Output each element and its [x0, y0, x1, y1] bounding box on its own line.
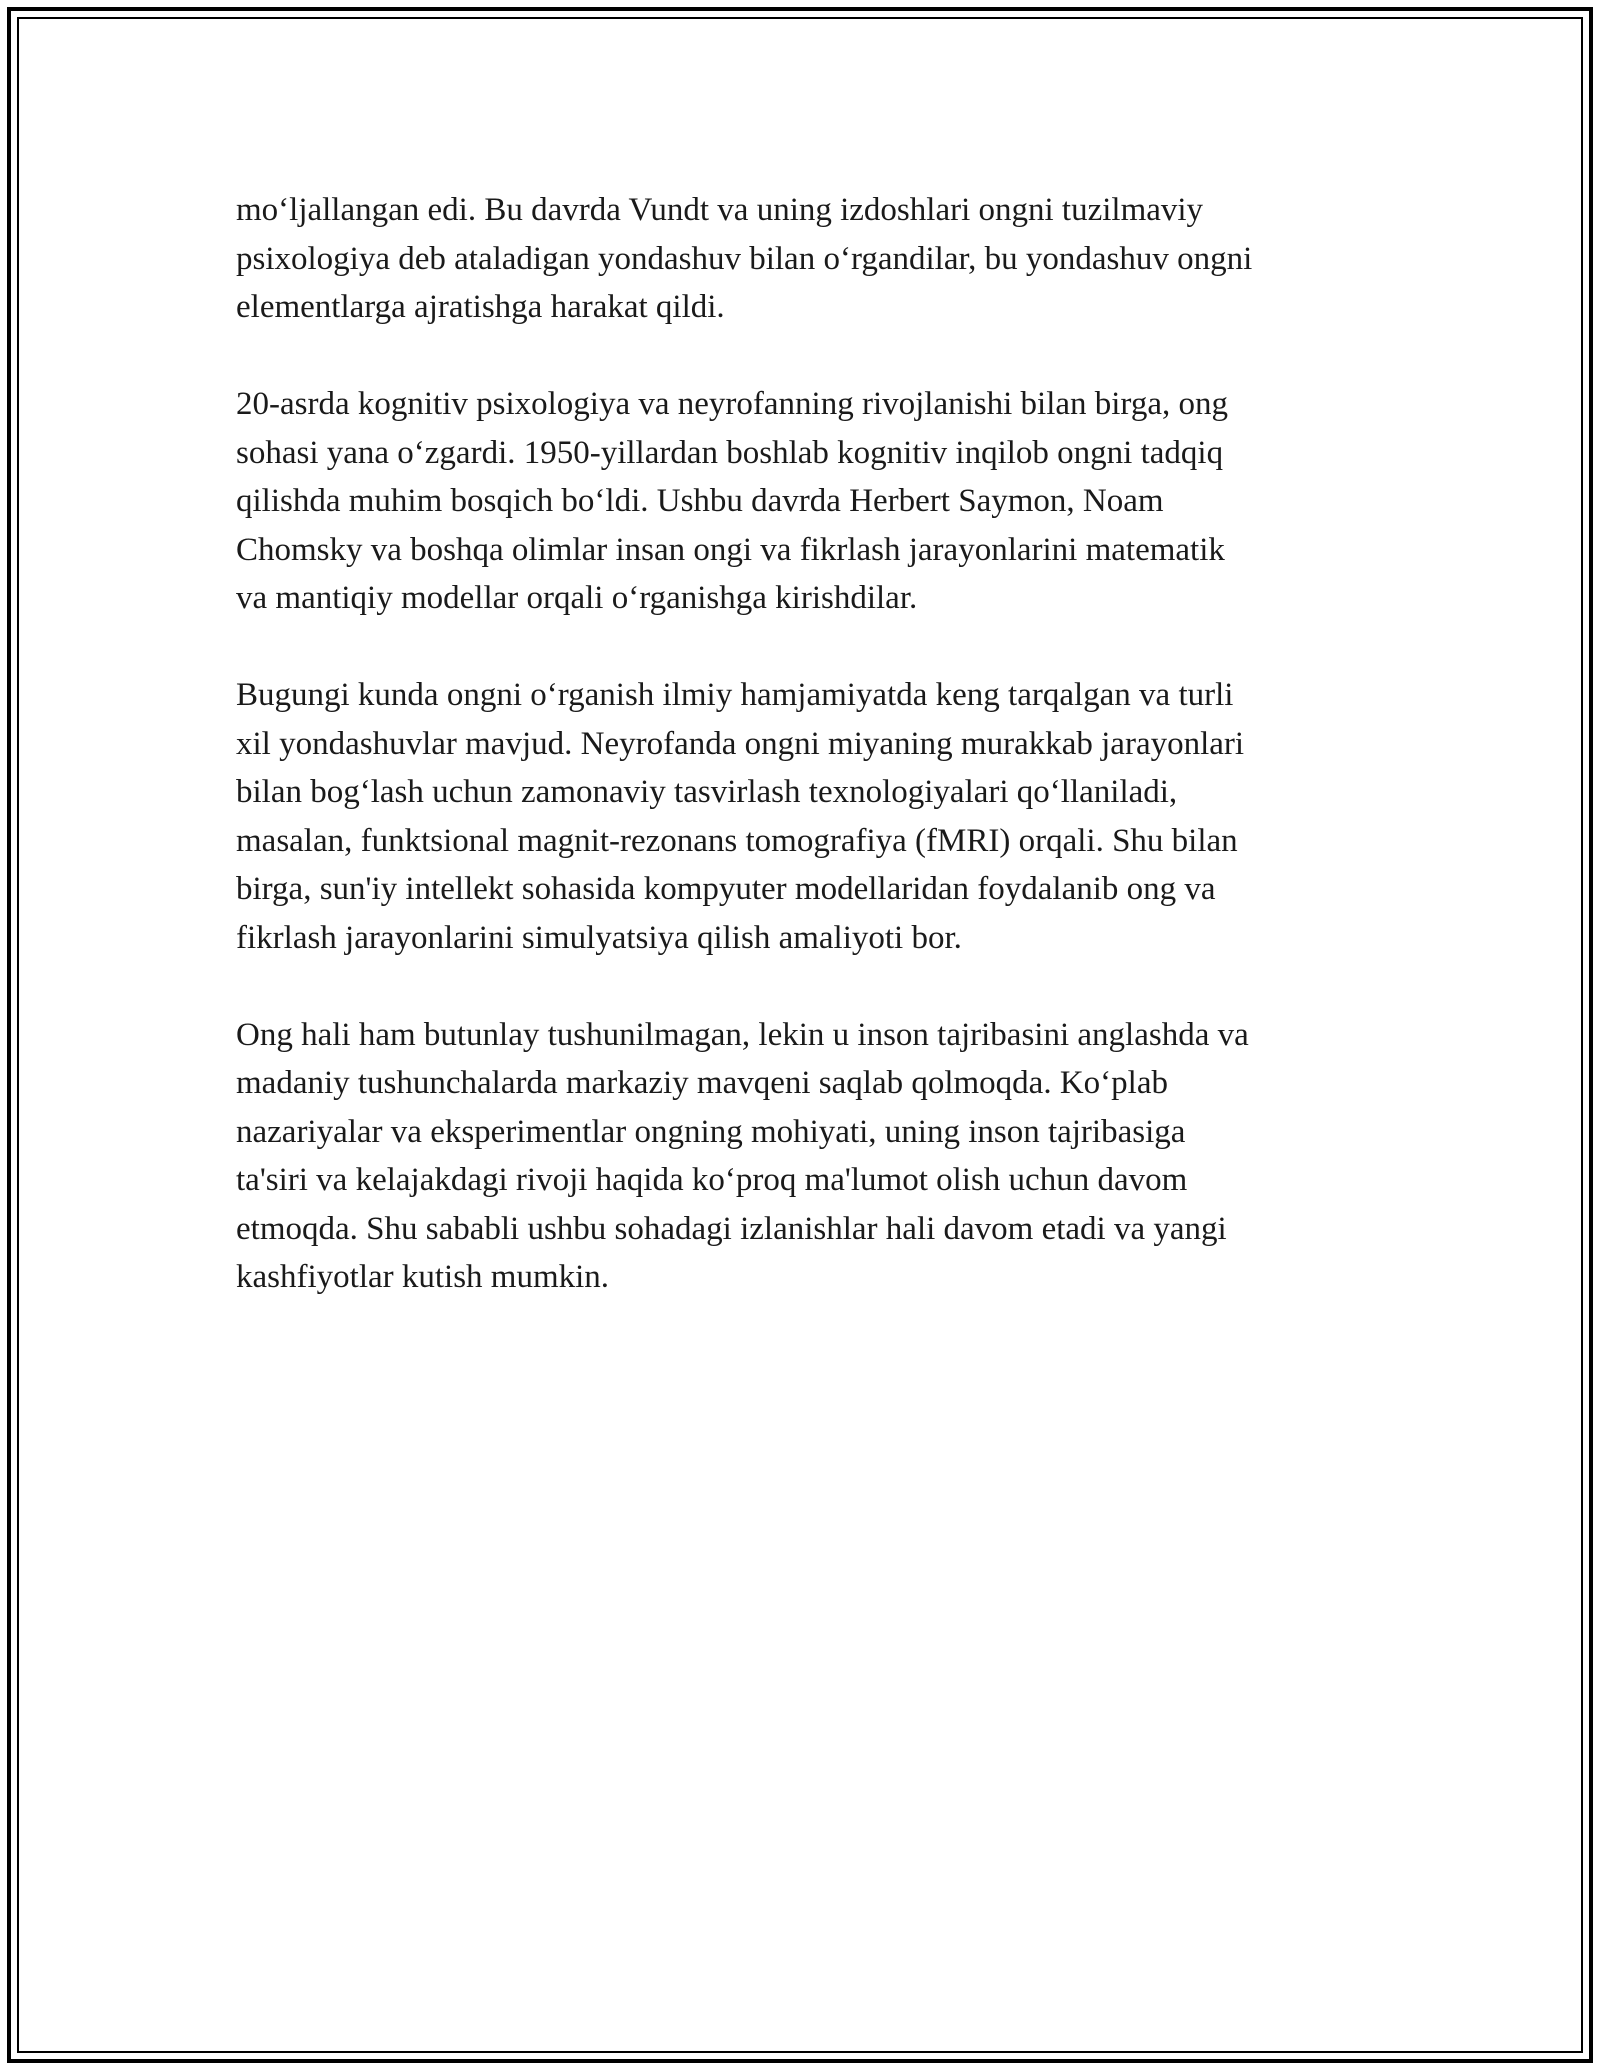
- text-line: qilishda muhim bosqich bo‘ldi. Ushbu davrda Herbert Saymon, Noam: [236, 483, 1164, 519]
- text-line: kashfiyotlar kutish mumkin.: [236, 1259, 610, 1295]
- text-line: 20-asrda kognitiv psixologiya va neyrofanning rivojlanishi bilan birga, ong: [236, 386, 1228, 422]
- text-line: xil yondashuvlar mavjud. Neyrofanda ongni miyaning murakkab jarayonlari: [236, 725, 1245, 762]
- text-line: bilan bog‘lash uchun zamonaviy tasvirlash texnologiyalari qo‘llaniladi,: [236, 774, 1178, 810]
- text-line: mo‘ljallangan edi. Bu davrda Vundt va uning izdoshlari ongni tuzilmaviy: [236, 192, 1204, 228]
- paragraph-conclusion: [236, 1011, 1376, 1302]
- text-line: madaniy tushunchalarda markaziy mavqeni saqlab qolmoqda. Ko‘plab: [236, 1065, 1168, 1101]
- text-line: ta'siri va kelajakdagi rivoji haqida ko‘proq ma'lumot olish uchun davom: [236, 1162, 1188, 1198]
- paragraph-cognitive-revolution: [236, 380, 1376, 623]
- text-line: Chomsky va boshqa olimlar insan ongi va fikrlash jarayonlarini matematik: [236, 531, 1225, 568]
- text-line: birga, sun'iy intellekt sohasida kompyuter modellaridan foydalanib ong va: [236, 871, 1216, 907]
- text-line: Bugungi kunda ongni o‘rganish ilmiy hamjamiyatda keng tarqalgan va turli: [236, 677, 1234, 713]
- text-line: psixologiya deb ataladigan yondashuv bilan o‘rgandilar, bu yondashuv ongni: [236, 240, 1253, 277]
- text-line: masalan, funktsional magnit-rezonans tomografiya (fMRI) orqali. Shu bilan: [236, 822, 1238, 859]
- text-line: etmoqda. Shu sababli ushbu sohadagi izlanishlar hali davom etadi va yangi: [236, 1210, 1227, 1247]
- text-line: fikrlash jarayonlarini simulyatsiya qilish amaliyoti bor.: [236, 919, 962, 956]
- text-line: elementlarga ajratishga harakat qildi.: [236, 289, 725, 325]
- text-line: nazariyalar va eksperimentlar ongning mohiyati, uning inson tajribasiga: [236, 1113, 1186, 1150]
- document-body: [236, 186, 1376, 1350]
- text-line: Ong hali ham butunlay tushunilmagan, lekin u inson tajribasini anglashda va: [236, 1016, 1249, 1053]
- paragraph-modern-approaches: [236, 671, 1376, 962]
- text-line: va mantiqiy modellar orqali o‘rganishga kirishdilar.: [236, 580, 918, 616]
- text-line: sohasi yana o‘zgardi. 1950-yillardan boshlab kognitiv inqilob ongni tadqiq: [236, 434, 1224, 471]
- paragraph-structural-psychology: [236, 186, 1376, 332]
